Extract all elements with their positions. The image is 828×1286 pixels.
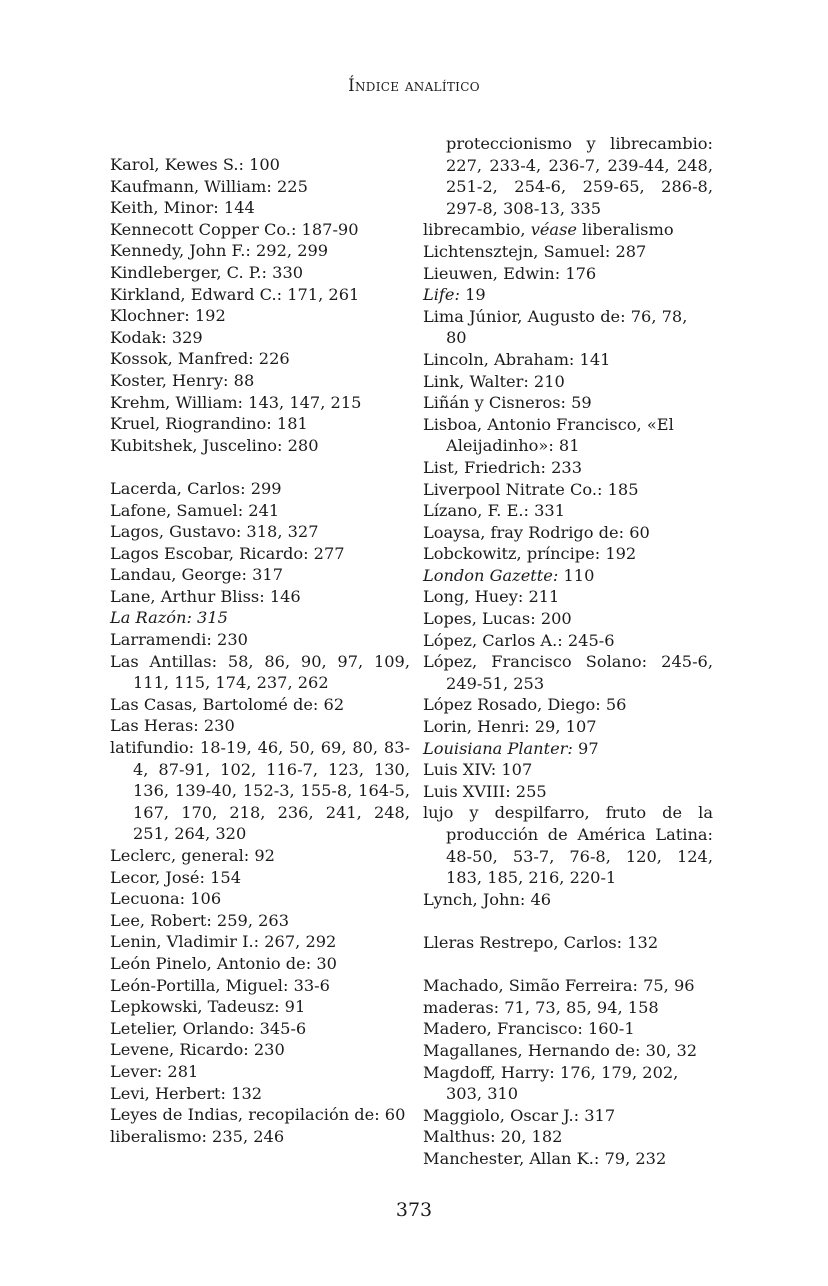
index-entry: Lisboa, Antonio Francisco, «El Aleijadinho»: 81 <box>423 414 674 456</box>
continued-subentry-heading: proteccionismo y librecambio: <box>446 134 713 153</box>
index-entry: Kennecott Copper Co.: 187-90 <box>110 219 359 239</box>
page-number: 373 <box>395 1199 433 1221</box>
index-entry: Loaysa, fray Rodrigo de: 60 <box>423 522 650 542</box>
index-entry: Letelier, Orlando: 345-6 <box>110 1018 307 1038</box>
index-entry: Lecor, José: 154 <box>110 867 242 887</box>
index-entry-continuation <box>423 133 713 219</box>
index-entry: maderas: 71, 73, 85, 94, 158 <box>423 997 659 1017</box>
index-entry: Kirkland, Edward C.: 171, 261 <box>110 284 360 304</box>
running-head: Índice analítico <box>348 76 480 95</box>
index-entry: Kruel, Riograndino: 181 <box>110 414 308 434</box>
see-reference: véase <box>530 220 577 240</box>
index-entry: latifundio: 18-19, 46, 50, 69, 80, 83-4, 87-91, 102, 116-7, 123, 130, 136, 139-40, 152-3, 155-8, 164-5, 167, 170, 218, 236, 241, 248, 251, 264, 320 <box>110 738 410 844</box>
index-entry: Link, Walter: 210 <box>423 371 565 391</box>
index-entry: Madero, Francisco: 160-1 <box>423 1019 635 1039</box>
index-entry: Klochner: 192 <box>110 306 226 326</box>
letter-group-gap <box>423 954 713 976</box>
index-entry: Manchester, Allan K.: 79, 232 <box>423 1148 667 1168</box>
index-entry: Machado, Simão Ferreira: 75, 96 <box>423 976 695 996</box>
continued-subentry-pages: 227, 233-4, 236-7, 239-44, 248, 251-2, 254-6, 259-65, 286-8, 297-8, 308-13, 335 <box>446 155 713 218</box>
index-entry: Kindleberger, C. P.: 330 <box>110 262 304 282</box>
index-entry: Luis XVIII: 255 <box>423 781 547 801</box>
index-entry: Las Heras: 230 <box>110 716 235 736</box>
index-entry-periodical <box>423 284 713 306</box>
index-entry: Lima Júnior, Augusto de: 76, 78, 80 <box>423 306 688 348</box>
index-entry: Kaufmann, William: 225 <box>110 176 308 196</box>
index-entry: Lorin, Henri: 29, 107 <box>423 717 597 737</box>
index-entry: Lenin, Vladimir I.: 267, 292 <box>110 932 337 952</box>
index-entry: Magallanes, Hernando de: 30, 32 <box>423 1040 698 1060</box>
index-entry-periodical <box>423 565 713 587</box>
index-entry: Las Antillas: 58, 86, 90, 97, 109, 111, 115, 174, 237, 262 <box>110 651 410 693</box>
index-entry-periodical: La Razón: 315 <box>110 608 228 628</box>
index-entry-periodical <box>423 738 713 760</box>
index-entry: Kubitshek, Juscelino: 280 <box>110 435 319 455</box>
index-entry: Magdoff, Harry: 176, 179, 202, 303, 310 <box>423 1062 679 1104</box>
reference-target: liberalismo <box>582 220 674 240</box>
entry-term: librecambio, <box>423 220 526 240</box>
index-entry: Liñán y Cisneros: 59 <box>423 393 592 413</box>
index-entry: Lane, Arthur Bliss: 146 <box>110 586 301 606</box>
index-entry: Long, Huey: 211 <box>423 587 560 607</box>
index-entry: Lynch, John: 46 <box>423 889 552 909</box>
index-entry: Liverpool Nitrate Co.: 185 <box>423 479 639 499</box>
index-entry: Lee, Robert: 259, 263 <box>110 910 290 930</box>
entry-pages: 97 <box>578 738 599 758</box>
index-entry: Leclerc, general: 92 <box>110 846 275 865</box>
index-entry: León-Portilla, Miguel: 33-6 <box>110 975 330 995</box>
index-entry: Levi, Herbert: 132 <box>110 1083 263 1103</box>
index-entry: León Pinelo, Antonio de: 30 <box>110 953 337 973</box>
index-entry: Lacerda, Carlos: 299 <box>110 478 282 498</box>
index-entry: Koster, Henry: 88 <box>110 370 255 390</box>
index-entry: Leyes de Indias, recopilación de: 60 <box>110 1105 406 1125</box>
index-entry: Lafone, Samuel: 241 <box>110 500 280 520</box>
index-entry: Luis XIV: 107 <box>423 760 533 780</box>
index-entry: López, Carlos A.: 245-6 <box>423 630 615 650</box>
letter-group-gap <box>110 456 410 478</box>
index-entry: López Rosado, Diego: 56 <box>423 695 627 715</box>
index-entry: Lincoln, Abraham: 141 <box>423 349 611 369</box>
index-entry: liberalismo: 235, 246 <box>110 1126 285 1146</box>
periodical-title: Louisiana Planter: <box>423 738 573 758</box>
index-entry: Malthus: 20, 182 <box>423 1127 563 1147</box>
index-entry: Lobckowitz, príncipe: 192 <box>423 544 637 564</box>
index-entry: Kennedy, John F.: 292, 299 <box>110 241 329 261</box>
index-column-right <box>423 133 713 1170</box>
index-entry: Larramendi: 230 <box>110 630 248 650</box>
index-entry: Lieuwen, Edwin: 176 <box>423 263 597 283</box>
periodical-title: Life: <box>423 285 460 305</box>
index-entry: Lopes, Lucas: 200 <box>423 609 572 629</box>
index-entry: Levene, Ricardo: 230 <box>110 1040 285 1060</box>
index-entry: Kossok, Manfred: 226 <box>110 349 290 369</box>
index-entry: Karol, Kewes S.: 100 <box>110 155 280 174</box>
index-entry: List, Friedrich: 233 <box>423 457 583 477</box>
index-entry: Lecuona: 106 <box>110 889 222 909</box>
index-entry: Lagos, Gustavo: 318, 327 <box>110 522 319 542</box>
index-entry: Maggiolo, Oscar J.: 317 <box>423 1105 616 1125</box>
index-entry: López, Francisco Solano: 245-6, 249-51, 253 <box>423 652 713 693</box>
index-entry: Keith, Minor: 144 <box>110 198 255 218</box>
periodical-title: London Gazette: <box>423 565 559 585</box>
index-entry: Lagos Escobar, Ricardo: 277 <box>110 543 345 563</box>
index-entry: Lever: 281 <box>110 1061 199 1081</box>
entry-pages: 110 <box>563 565 595 585</box>
index-entry: Landau, George: 317 <box>110 565 283 585</box>
index-entry: Krehm, William: 143, 147, 215 <box>110 392 362 412</box>
index-entry: Lleras Restrepo, Carlos: 132 <box>423 932 659 952</box>
index-entry: Lepkowski, Tadeusz: 91 <box>110 997 306 1017</box>
entry-pages: 19 <box>465 285 486 305</box>
index-column-left <box>110 154 410 1147</box>
letter-group-gap <box>423 910 713 932</box>
index-entry: Lízano, F. E.: 331 <box>423 501 566 521</box>
index-entry: Lichtensztejn, Samuel: 287 <box>423 241 647 261</box>
index-entry: Las Casas, Bartolomé de: 62 <box>110 694 345 714</box>
index-entry-cross-reference <box>423 219 713 241</box>
index-entry: lujo y despilfarro, fruto de la producción de América Latina: 48-50, 53-7, 76-8, 120, 124, 183, 185, 216, 220-1 <box>423 803 713 888</box>
index-entry: Kodak: 329 <box>110 327 203 347</box>
